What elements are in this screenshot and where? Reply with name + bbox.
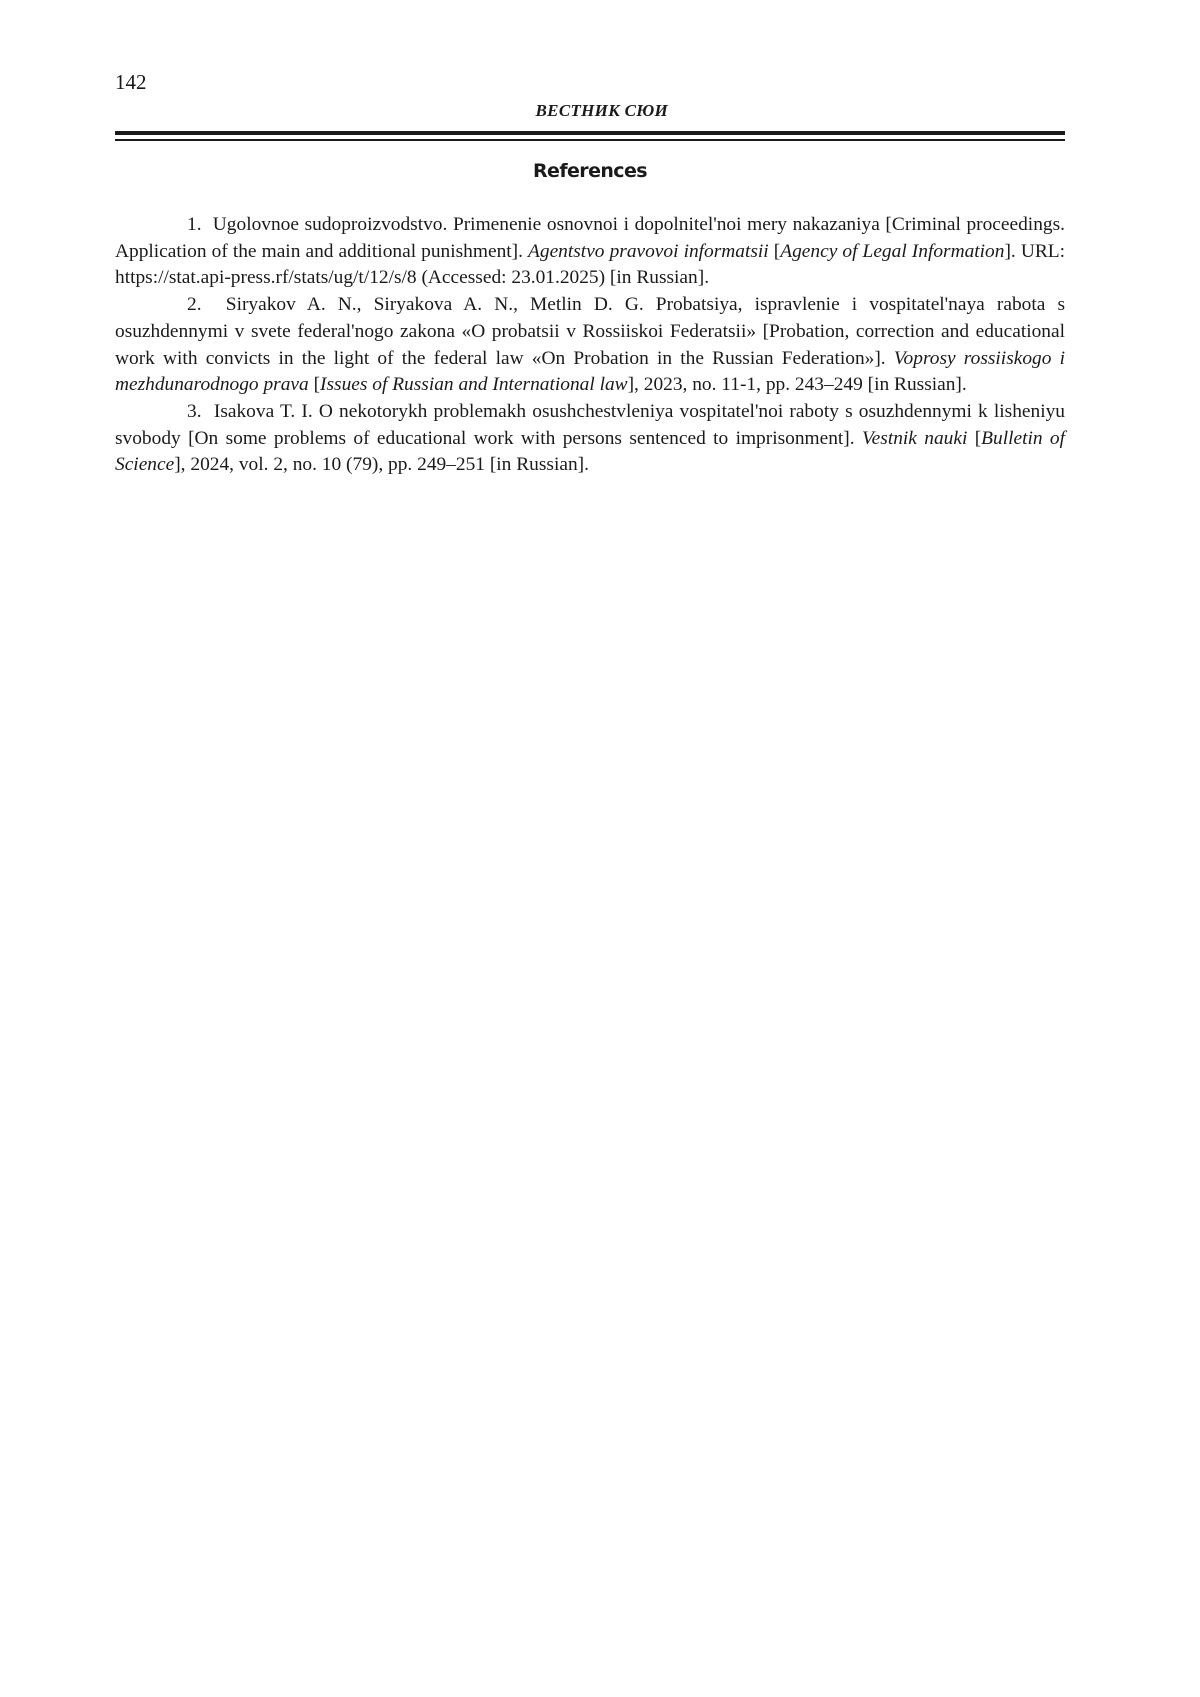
reference-item-1 (115, 212, 1065, 292)
page-number: 142 (115, 70, 147, 94)
journal-title: ВЕСТНИК СЮИ (535, 101, 668, 120)
reference-list (115, 212, 1065, 479)
reference-text: [ (768, 240, 781, 262)
reference-text: Ugolovnoe sudoproizvodstvo. Primenenie osnovnoi i dopolnitel'noi mery nakazaniya [Criminal proceedings. Application of the main and additional punishment]. (115, 214, 1065, 262)
reference-item-3 (115, 399, 1065, 479)
reference-number: 3. (187, 400, 202, 422)
header-rule-thick (115, 131, 1065, 135)
reference-text: ]. URL: https://stat.api-press.rf/stats/ug/t/12/s/8 (Accessed: 23.01.2025) [in Russian]. (115, 240, 1065, 289)
reference-source-translation: Agency of Legal Information (780, 240, 1005, 262)
reference-number: 2. (187, 294, 202, 316)
reference-item-2 (115, 292, 1065, 399)
reference-source-title: Agentstvo pravovoi informatsii (528, 240, 769, 262)
reference-text: ], 2024, vol. 2, no. 10 (79), pp. 249–251 [in Russian]. (174, 454, 589, 476)
reference-source-translation: Issues of Russian and International law (320, 374, 628, 396)
reference-text: Isakova T. I. O nekotorykh problemakh osushchestvleniya vospitatel'noi raboty s osuzhdennymi k lisheniyu svobody [On some problems of educational work with persons sentenced to imprisonment]. (115, 400, 1065, 449)
reference-text: Siryakov A. N., Siryakova A. N., Metlin D. G. Probatsiya, ispravlenie i vospitatel'naya rabota s osuzhdennymi v svete federal'nogo zakona «O probatsii v Rossiiskoi Federatsii» [Probation, correction and educational work with convicts in the light of the federal law «On Probation in the Russian Federation»]. (115, 294, 1065, 369)
reference-source-title: Vestnik nauki (861, 427, 968, 449)
reference-text: [ (967, 427, 982, 449)
reference-text: ], 2023, no. 11-1, pp. 243–249 [in Russian]. (627, 374, 967, 396)
header-rule-thin (115, 139, 1065, 141)
reference-number: 1. (187, 214, 202, 235)
reference-text: [ (308, 374, 321, 396)
reference-source-translation: Bulletin of Science (115, 427, 1066, 476)
section-title: References (533, 160, 647, 182)
reference-source-title: Voprosy rossiiskogo i mezhdunarodnogo prava (115, 347, 1066, 396)
